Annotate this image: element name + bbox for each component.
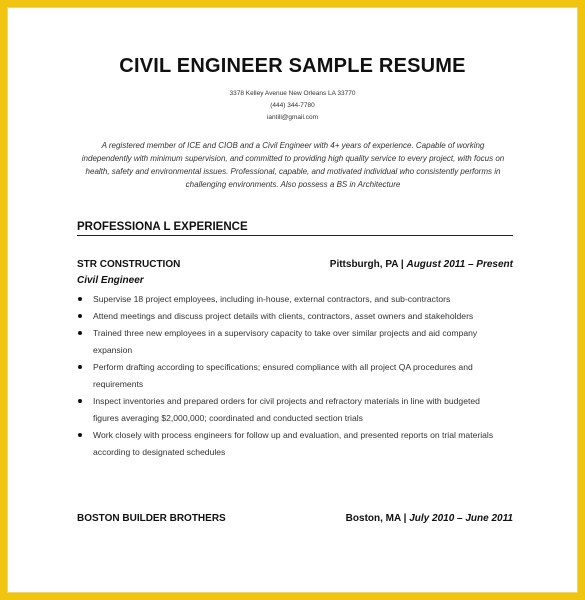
job-company: STR CONSTRUCTION	[77, 259, 181, 270]
summary-paragraph: A registered member of ICE and CIOB and a Civil Engineer with 4+ years of experience. Capable of working independently with minimum supervision, and committed to providing high quality service to every project, with focus on health, safety and environmental issues. Professional, capable, and motivated individual who consistently performs in challenging environments. Also possess a BS in Architecture	[81, 141, 505, 189]
contact-phone: (444) 344-7780	[270, 102, 315, 109]
job-location: Pittsburgh, PA |	[329, 259, 404, 270]
contact-email: iantill@gmail.com	[266, 114, 319, 121]
job-company: BOSTON BUILDER BROTHERS	[77, 513, 226, 524]
bullet-icon	[78, 331, 82, 335]
section-title-experience: PROFESSIONA L EXPERIENCE	[77, 221, 248, 233]
bullet-icon	[78, 314, 82, 318]
bullet-icon	[78, 433, 82, 437]
list-item	[77, 393, 497, 427]
job-location: Boston, MA |	[345, 513, 407, 524]
job-location-dates	[330, 259, 513, 270]
list-item	[77, 308, 497, 325]
list-item	[77, 291, 497, 308]
list-item-text: Supervise 18 project employees, including in-house, external contractors, and sub-contractors	[93, 294, 451, 304]
list-item-text: Perform drafting according to specifications; ensured compliance with all project QA procedures and requirements	[93, 362, 473, 389]
bullet-icon	[78, 297, 82, 301]
list-item	[77, 325, 497, 359]
job-dates: July 2010 – June 2011	[409, 513, 513, 524]
list-item	[77, 427, 497, 461]
list-item-text: Trained three new employees in a supervisory capacity to take over similar projects and aid company expansion	[93, 328, 478, 355]
bullet-icon	[78, 365, 82, 369]
list-item	[77, 359, 497, 393]
list-item-text: Inspect inventories and prepared orders for civil projects and refractory materials in line with budgeted figures averaging $2,000,000; coordinated and conducted section trials	[93, 396, 480, 423]
job-dates: August 2011 – Present	[406, 259, 513, 270]
list-item-text: Attend meetings and discuss project details with clients, contractors, asset owners and stakeholders	[93, 311, 474, 321]
job-bullet-list	[77, 291, 497, 461]
bullet-icon	[78, 399, 82, 403]
resume-title: CIVIL ENGINEER SAMPLE RESUME	[119, 55, 466, 77]
job-location-dates	[346, 513, 513, 524]
contact-address: 3378 Kelley Avenue New Orleans LA 33770	[229, 90, 356, 97]
section-divider	[77, 235, 513, 236]
job-role: Civil Engineer	[77, 275, 144, 286]
list-item-text: Work closely with process engineers for follow up and evaluation, and presented reports on trial materials according to designated schedules	[93, 430, 494, 457]
